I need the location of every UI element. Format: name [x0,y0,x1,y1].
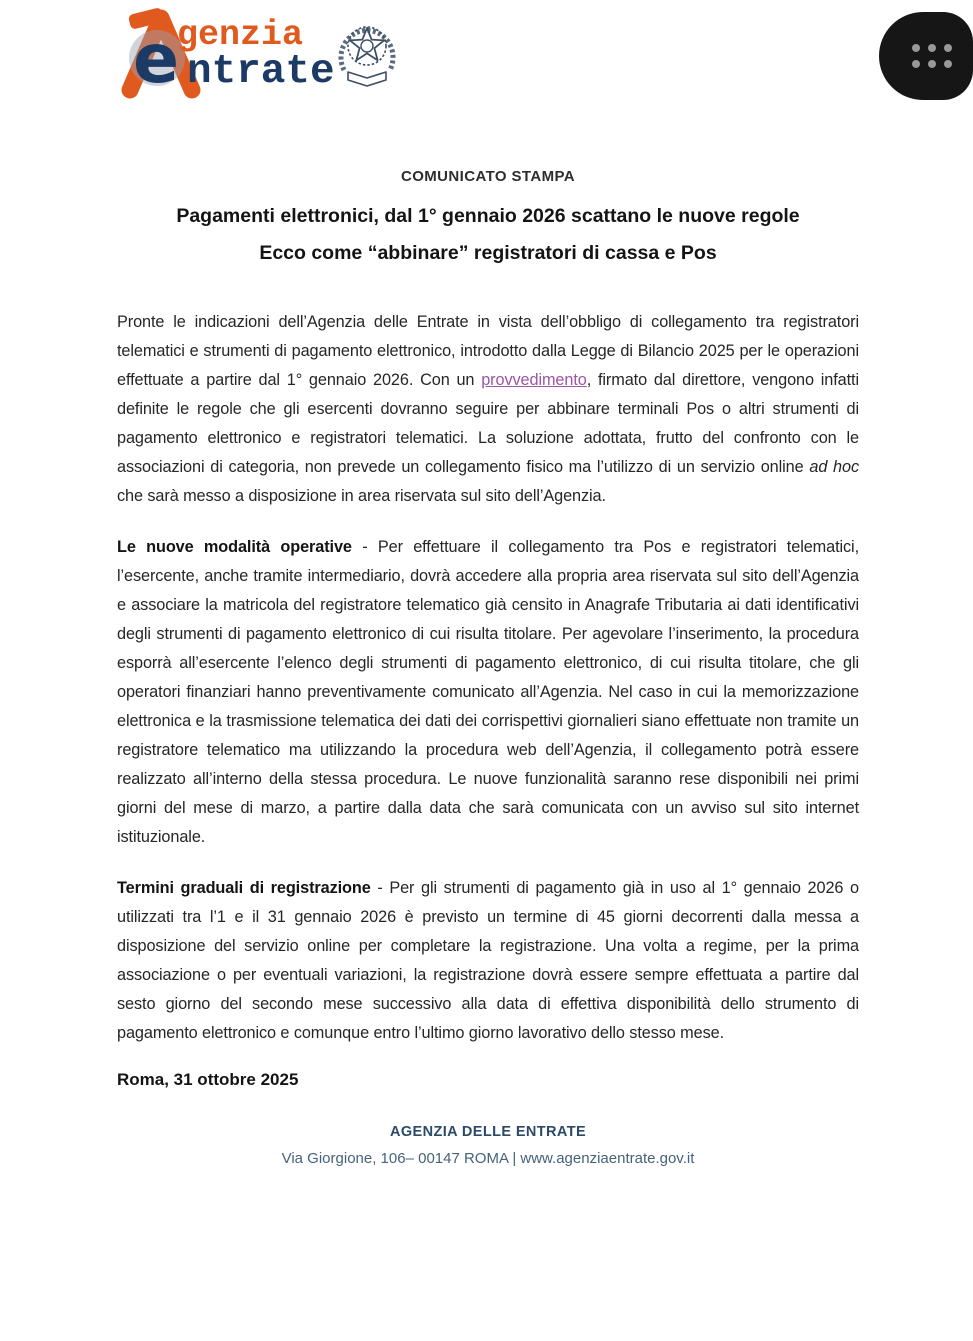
text-segment: che sarà messo a disposizione in area riservata sul sito dell’Agenzia. [117,487,606,505]
grid-dots-icon [912,44,952,68]
press-paragraph [117,874,859,1048]
footer-organization: AGENZIA DELLE ENTRATE [389,1124,587,1140]
footer-address: Via Giorgione, 106– 00147 ROMA | www.agenziaentrate.gov.it [281,1150,695,1167]
headline-line-2: Ecco come “abbinare” registratori di cassa e Pos [259,242,717,264]
logo-word-entrate: ntrate [187,49,335,95]
press-paragraph [117,308,859,511]
svg-text:e: e [133,20,180,99]
text-segment: , firmato dal direttore, vengono infatti definite le regole che gli esercenti dovranno seguire per abbinare terminali Pos o altri strumenti di pagamento elettronico e registratori telematici. La soluzione adottata, frutto del confronto con le associazioni di categoria, non prevede un collegamento fisico ma l’utilizzo di un servizio online [117,371,859,476]
headline [117,198,859,272]
italian-republic-emblem-icon [334,12,400,94]
apps-menu-button[interactable] [879,12,973,100]
paragraph-lead: Termini graduali di registrazione [117,879,371,897]
provvedimento-link[interactable]: provvedimento [481,371,587,389]
article-body [117,308,859,1048]
text-segment: Pronte le indicazioni dell’Agenzia delle Entrate in vista dell’obbligo di collegamento tra registratori telematici e strumenti di pagamento elettronico, introdotto dalla Legge di Bilancio 2025 per le operazioni effettuate a partire dal 1° gennaio 2026. Con un [117,313,859,389]
paragraph-lead: Le nuove modalità operative [117,538,352,556]
press-paragraph [117,533,859,852]
page-footer [117,1124,859,1167]
text-segment: - Per effettuare il collegamento tra Pos e registratori telematici, l’esercente, anche tramite intermediario, dovrà accedere alla propria area riservata sul sito dell’Agenzia e associare la matricola del registratore telematico già censito in Anagrafe Tributaria ai dati identificativi degli strumenti di pagamento elettronico di cui risulta titolare. Per agevolare l’inserimento, la procedura esporrà all’esercente l’elenco degli strumenti di pagamento elettronico, di cui risulta titolare, che gli operatori finanziari hanno preventivamente comunicato all’Agenzia. Nel caso in cui la memorizzazione elettronica e la trasmissione telematica dei dati dei corrispettivi giornalieri siano effettuate non tramite un registratore telematico ma utilizzando la procedura web dell’Agenzia, il collegamento potrà essere realizzato all’interno della stessa procedura. Le nuove funzionalità saranno rese disponibili nei primi giorni del mese di marzo, a partire dalla data che sarà comunicata con un avviso sul sito internet istituzionale. [117,538,859,846]
text-segment: - Per gli strumenti di pagamento già in uso al 1° gennaio 2026 o utilizzati tra l’1 e il 31 gennaio 2026 è previsto un termine di 45 giorni decorrenti dalla messa a disposizione del servizio online per completare la registrazione. Una volta a regime, per la prima associazione o per eventuali variazioni, la registrazione dovrà essere sempre effettuata a partire dal sesto giorno del secondo mese successivo alla data di effettiva disponibilità dello strumento di pagamento elettronico e comunque entro l’ultimo giorno lavorativo dello stesso mese. [117,879,859,1042]
page-header [0,0,973,122]
kicker: COMUNICATO STAMPA [400,168,575,185]
headline-line-1: Pagamenti elettronici, dal 1° gennaio 2026 scattano le nuove regole [176,205,800,227]
logo-word-agenzia: genzia [177,15,304,55]
dateline: Roma, 31 ottobre 2025 [117,1070,299,1089]
italic-text: ad hoc [809,458,859,476]
press-release-content [0,168,973,1167]
agenzia-entrate-logo [113,6,413,106]
